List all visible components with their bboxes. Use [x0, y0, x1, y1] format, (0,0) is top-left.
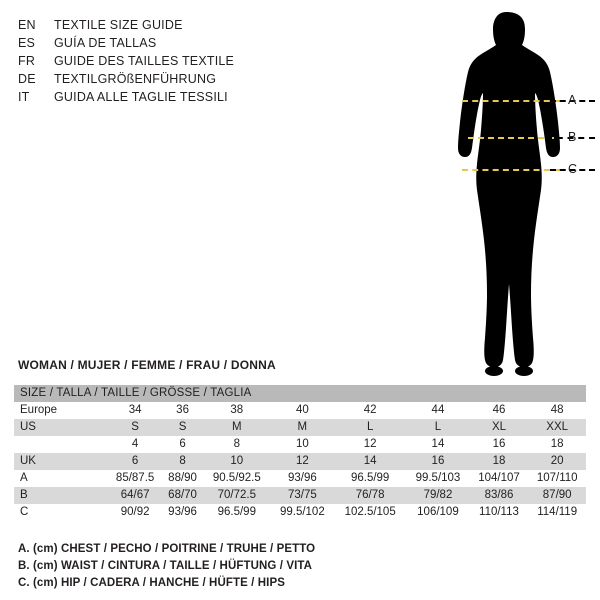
table-cell: 93/96 [271, 470, 334, 487]
table-cell: 20 [528, 453, 586, 470]
table-cell: 48 [528, 402, 586, 419]
table-row [14, 504, 586, 521]
table-row [14, 402, 586, 419]
table-cell: 73/75 [271, 487, 334, 504]
row-label: US [14, 419, 108, 436]
table-cell: 42 [334, 402, 406, 419]
table-cell: 68/70 [162, 487, 203, 504]
table-header-label: SIZE / TALLA / TAILLE / GRÖSSE / TAGLIA [14, 385, 586, 402]
table-cell: 18 [528, 436, 586, 453]
waist-measure-line [468, 137, 554, 139]
language-text: GUÍA DE TALLAS [54, 36, 157, 50]
table-row [14, 436, 586, 453]
table-cell: 85/87.5 [108, 470, 162, 487]
table-cell: 104/107 [470, 470, 529, 487]
marker-label-b: B [568, 130, 577, 144]
language-code: DE [18, 72, 36, 86]
row-label: C [14, 504, 108, 521]
table-cell: S [162, 419, 203, 436]
language-code: EN [18, 18, 36, 32]
table-cell: 99.5/103 [406, 470, 469, 487]
row-label: B [14, 487, 108, 504]
language-code: ES [18, 36, 36, 50]
table-cell: 64/67 [108, 487, 162, 504]
row-label [14, 436, 108, 453]
table-cell: 10 [203, 453, 271, 470]
female-silhouette-icon [430, 8, 590, 378]
table-cell: 40 [271, 402, 334, 419]
table-cell: 6 [108, 453, 162, 470]
table-cell: 8 [162, 453, 203, 470]
table-row [14, 419, 586, 436]
marker-label-a: A [568, 93, 577, 107]
table-cell: 106/109 [406, 504, 469, 521]
table-cell: 102.5/105 [334, 504, 406, 521]
language-row [18, 16, 318, 34]
table-row [14, 453, 586, 470]
row-label: UK [14, 453, 108, 470]
language-row [18, 34, 318, 52]
table-cell: XXL [528, 419, 586, 436]
table-cell: 79/82 [406, 487, 469, 504]
language-code: FR [18, 54, 36, 68]
marker-label-c: C [568, 162, 578, 176]
hip-measure-line [462, 169, 560, 171]
table-cell: 90/92 [108, 504, 162, 521]
table-cell: 96.5/99 [203, 504, 271, 521]
table-cell: 46 [470, 402, 529, 419]
table-cell: 16 [470, 436, 529, 453]
table-cell: 38 [203, 402, 271, 419]
table-cell: L [334, 419, 406, 436]
measurement-legend [18, 541, 315, 592]
table-cell: 36 [162, 402, 203, 419]
female-body-figure [430, 8, 590, 378]
table-cell: 18 [470, 453, 529, 470]
legend-item-hip: C. (cm) HIP / CADERA / HANCHE / HÜFTE / HIPS [18, 577, 286, 589]
table-header-row [14, 385, 586, 402]
table-cell: 14 [406, 436, 469, 453]
table-cell: 4 [108, 436, 162, 453]
table-cell: 34 [108, 402, 162, 419]
table-cell: 16 [406, 453, 469, 470]
legend-item-waist: B. (cm) WAIST / CINTURA / TAILLE / HÜFTUNG / VITA [18, 560, 313, 572]
size-table [14, 385, 586, 521]
language-text: TEXTILGRÖßENFÜHRUNG [54, 72, 217, 86]
section-caption: WOMAN / MUJER / FEMME / FRAU / DONNA [18, 358, 276, 372]
table-cell: S [108, 419, 162, 436]
table-cell: M [203, 419, 271, 436]
language-text: TEXTILE SIZE GUIDE [54, 18, 183, 32]
language-list [18, 16, 318, 106]
table-cell: 14 [334, 453, 406, 470]
table-row [14, 487, 586, 504]
table-cell: 12 [334, 436, 406, 453]
table-cell: 87/90 [528, 487, 586, 504]
table-row [14, 470, 586, 487]
table-cell: 90.5/92.5 [203, 470, 271, 487]
language-row [18, 70, 318, 88]
table-cell: 70/72.5 [203, 487, 271, 504]
language-text: GUIDA ALLE TAGLIE TESSILI [54, 90, 228, 104]
table-cell: 12 [271, 453, 334, 470]
row-label: A [14, 470, 108, 487]
language-code: IT [18, 90, 30, 104]
table-cell: 96.5/99 [334, 470, 406, 487]
table-cell: XL [470, 419, 529, 436]
table-cell: 110/113 [470, 504, 529, 521]
table-cell: 88/90 [162, 470, 203, 487]
table-cell: 83/86 [470, 487, 529, 504]
table-cell: 10 [271, 436, 334, 453]
language-text: GUIDE DES TAILLES TEXTILE [54, 54, 235, 68]
row-label: Europe [14, 402, 108, 419]
table-cell: 99.5/102 [271, 504, 334, 521]
table-cell: L [406, 419, 469, 436]
table-cell: M [271, 419, 334, 436]
chest-measure-line [462, 100, 560, 102]
table-cell: 93/96 [162, 504, 203, 521]
language-row [18, 88, 318, 106]
table-cell: 114/119 [528, 504, 586, 521]
table-cell: 6 [162, 436, 203, 453]
table-cell: 8 [203, 436, 271, 453]
legend-item-chest: A. (cm) CHEST / PECHO / POITRINE / TRUHE / PETTO [18, 543, 316, 555]
language-row [18, 52, 318, 70]
table-cell: 44 [406, 402, 469, 419]
table-cell: 76/78 [334, 487, 406, 504]
table-cell: 107/110 [528, 470, 586, 487]
